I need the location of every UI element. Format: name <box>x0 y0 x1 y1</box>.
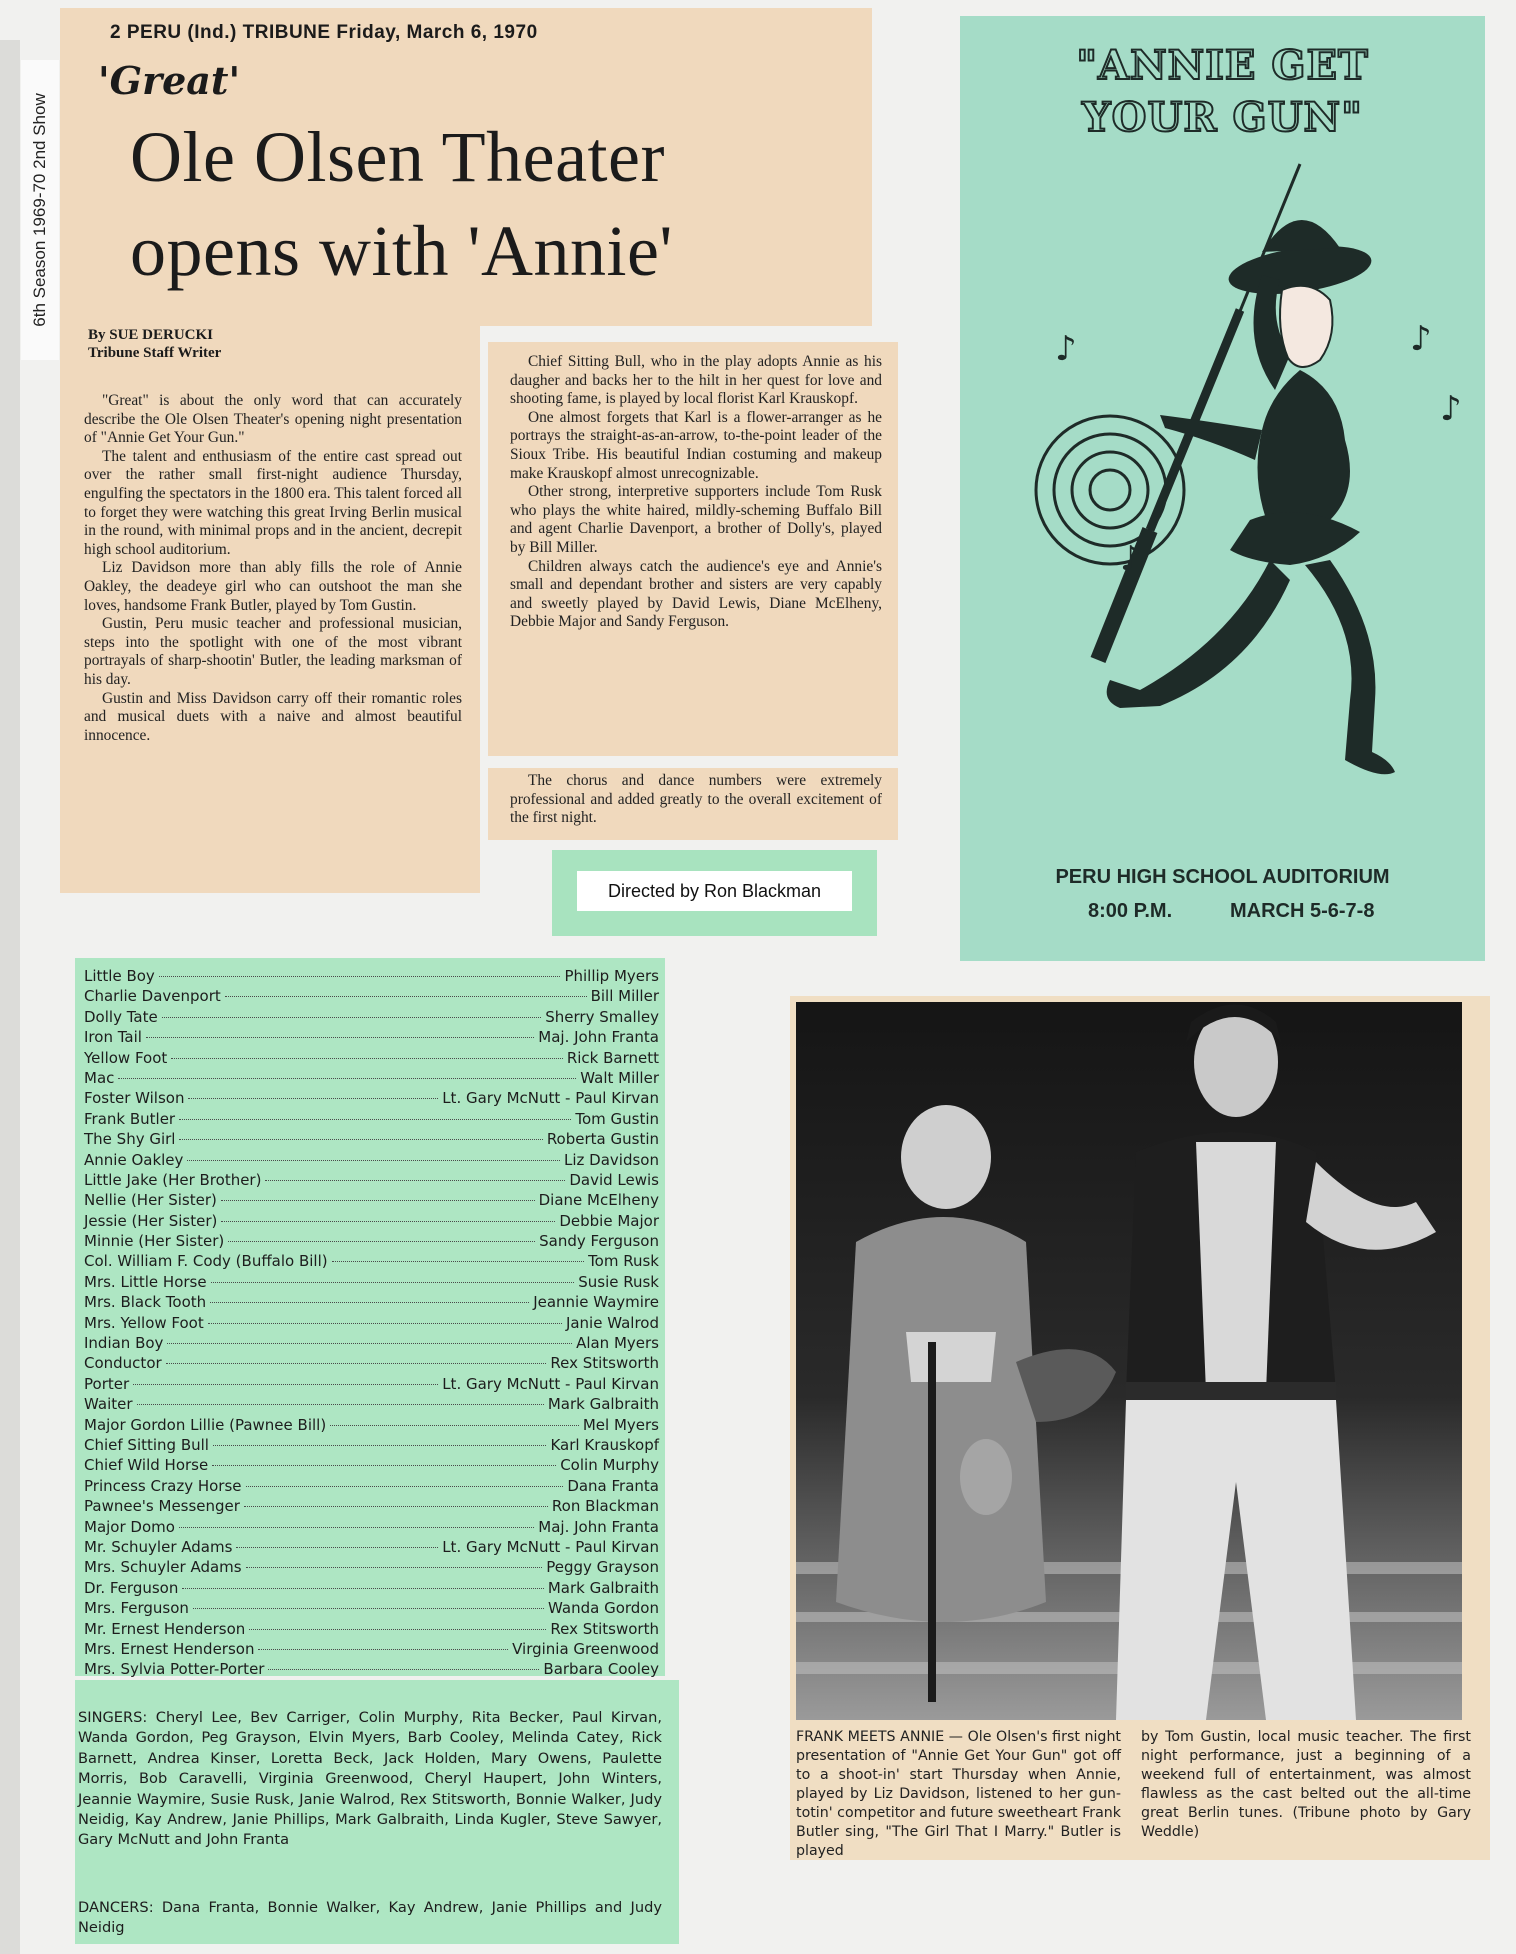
headline <box>130 110 673 298</box>
cast-role: Conductor <box>84 1354 162 1373</box>
cast-row <box>84 1579 659 1599</box>
cast-role: Pawnee's Messenger <box>84 1497 240 1516</box>
cast-row <box>84 1558 659 1578</box>
leader-dots <box>258 1649 508 1650</box>
leader-dots <box>182 1588 543 1589</box>
leader-dots <box>236 1547 438 1548</box>
cast-actor: Rick Barnett <box>566 1048 659 1067</box>
cast-role: Chief Wild Horse <box>84 1456 209 1475</box>
leader-dots <box>332 1261 584 1262</box>
cast-actor: Sherry Smalley <box>545 1007 659 1026</box>
cast-actor: Mel Myers <box>582 1415 659 1434</box>
cast-actor: Debbie Major <box>559 1211 659 1230</box>
cast-actor: Virginia Greenwood <box>512 1639 659 1658</box>
leader-dots <box>211 1282 575 1283</box>
cast-row <box>84 1089 659 1109</box>
cast-row <box>84 1640 659 1660</box>
cast-role: Indian Boy <box>84 1334 164 1353</box>
director-note <box>552 850 877 936</box>
cast-actor: Bill Miller <box>590 987 659 1006</box>
cast-role: Frank Butler <box>84 1109 176 1128</box>
headline-line-2: opens with 'Annie' <box>130 211 673 291</box>
cast-actor: Rex Stitsworth <box>550 1619 659 1638</box>
cast-role: Waiter <box>84 1395 133 1414</box>
leader-dots <box>208 1323 562 1324</box>
cast-role: Little Jake (Her Brother) <box>84 1170 262 1189</box>
cast-role: Iron Tail <box>84 1028 142 1047</box>
leader-dots <box>133 1384 438 1385</box>
cast-actor: Diane McElheny <box>538 1191 659 1210</box>
headline-line-1: Ole Olsen Theater <box>130 117 665 197</box>
cast-actor: David Lewis <box>569 1170 659 1189</box>
paragraph: Children always catch the audience's eye and Annie's small and dependant brother and sisters are very capably and sweetly played by David Lewis, Diane McElheny, Debbie Major and Sandy Ferguson. <box>510 557 882 631</box>
cast-role: Chief Sitting Bull <box>84 1435 209 1454</box>
leader-dots <box>166 1363 547 1364</box>
cast-row <box>84 1008 659 1028</box>
cast-actor: Barbara Cooley <box>543 1660 659 1679</box>
photo-caption-left: FRANK MEETS ANNIE — Ole Olsen's first night presentation of "Annie Get Your Gun" got off to a shoot-in' start Thursday when Annie, played by Liz Davidson, listened to her gun-totin' competitor and future sweetheart Frank Butler sing, "The Girl That I Marry." Butler is played <box>796 1729 1121 1859</box>
cast-role: Yellow Foot <box>84 1048 168 1067</box>
svg-text:♪: ♪ <box>1055 329 1077 369</box>
cast-actor: Mark Galbraith <box>547 1395 659 1414</box>
cast-row <box>84 1416 659 1436</box>
annie-illustration <box>1000 160 1470 860</box>
cast-row <box>84 987 659 1007</box>
singers-list: SINGERS: Cheryl Lee, Bev Carriger, Colin Murphy, Rita Becker, Paul Kirvan, Wanda Gordon, Peg Grayson, Elvin Myers, Barb Cooley, Melinda Catey, Rick Barnett, Andrea Kinser, Loretta Beck, Jack Holden, Mary Owens, Paulette Morris, Bob Caravelli, Virginia Greenwood, Cheryl Haupert, John Winters, Jeannie Waymire, Susie Rusk, Janie Walrod, Rex Stitsworth, Bonnie Walker, Judy Neidig, Kay Andrew, Janie Phillips, Mark Galbraith, Linda Kugler, Steve Sawyer, Gary McNutt and John Franta <box>78 1709 662 1849</box>
photo-caption-right: by Tom Gustin, local music teacher. The first night performance, just a beginning of a weekend full of entertainment, was almost flawless as the cast belted out the all-time great Berlin tunes. (Tribune photo by Gary Weddle) <box>1141 1729 1471 1840</box>
cast-role: Porter <box>84 1374 130 1393</box>
leader-dots <box>221 1200 535 1201</box>
leader-dots <box>212 1465 556 1466</box>
paragraph: Gustin and Miss Davidson carry off their romantic roles and musical duets with a naive and almost beautiful innocence. <box>84 689 462 744</box>
leader-dots <box>146 1037 534 1038</box>
leader-dots <box>159 976 561 977</box>
paragraph: Other strong, interpretive supporters include Tom Rusk who plays the white haired, mildly-scheming Buffalo Bill and agent Charlie Davenport, a brother of Dolly's, played by Bill Miller. <box>510 483 882 556</box>
cast-row <box>84 1477 659 1497</box>
cast-role: Princess Crazy Horse <box>84 1476 242 1495</box>
cast-role: Foster Wilson <box>84 1089 185 1108</box>
cast-role: Dolly Tate <box>84 1007 158 1026</box>
leader-dots <box>162 1017 542 1018</box>
leader-dots <box>179 1139 542 1140</box>
article-column-1 <box>84 392 462 745</box>
cast-row <box>84 1151 659 1171</box>
cast-actor: Tom Rusk <box>588 1252 659 1271</box>
cast-row <box>84 1028 659 1048</box>
cast-row <box>84 1518 659 1538</box>
paragraph: The talent and enthusiasm of the entire cast spread out over the rather small first-night audience Thursday, engulfing the spectators in the 1800 era. This talent forced all to forget they were watching this great Irving Berlin musical in the round, with minimal props and in the ancient, decrepit high school auditorium. <box>84 447 462 558</box>
byline-title: Tribune Staff Writer <box>88 345 222 361</box>
cast-actor: Wanda Gordon <box>548 1599 659 1618</box>
poster-dates: MARCH 5-6-7-8 <box>1230 900 1375 922</box>
cast-row <box>84 1599 659 1619</box>
season-label: 6th Season 1969-70 2nd Show <box>21 60 59 360</box>
cast-role: The Shy Girl <box>84 1130 176 1149</box>
cast-role: Jessie (Her Sister) <box>84 1211 218 1230</box>
cast-row <box>84 1191 659 1211</box>
cast-row <box>84 1069 659 1089</box>
cast-actor: Phillip Myers <box>564 967 659 985</box>
cast-row <box>84 1252 659 1272</box>
dateline: 2 PERU (Ind.) TRIBUNE Friday, March 6, 1970 <box>110 22 538 43</box>
cast-role: Mrs. Little Horse <box>84 1272 207 1291</box>
paragraph: The chorus and dance numbers were extremely professional and added greatly to the overall excitement of the first night. <box>510 772 882 827</box>
paragraph: Gustin, Peru music teacher and professional musician, steps into the spotlight with one of the most vibrant portrayals of sharp-shootin' Butler, the leading marksman of his day. <box>84 615 462 688</box>
leader-dots <box>268 1669 539 1670</box>
cast-row <box>84 1620 659 1640</box>
cast-actor: Sandy Ferguson <box>539 1232 659 1251</box>
leader-dots <box>246 1567 543 1568</box>
cast-list <box>84 967 659 1681</box>
cast-row <box>84 1436 659 1456</box>
cast-role: Mr. Ernest Henderson <box>84 1619 246 1638</box>
poster-venue: PERU HIGH SCHOOL AUDITORIUM <box>1055 866 1390 888</box>
leader-dots <box>193 1608 544 1609</box>
cast-role: Nellie (Her Sister) <box>84 1191 217 1210</box>
paragraph: Chief Sitting Bull, who in the play adopts Annie as his daugher and backs her to the hilt in her quest for love and shooting fame, is played by local florist Karl Krauskopf. <box>510 353 882 408</box>
cast-row <box>84 1395 659 1415</box>
cast-actor: Peggy Grayson <box>546 1558 659 1577</box>
cast-role: Mrs. Ernest Henderson <box>84 1639 255 1658</box>
cast-actor: Maj. John Franta <box>538 1517 659 1536</box>
cast-role: Mrs. Sylvia Potter-Porter <box>84 1660 265 1679</box>
cast-row <box>84 1273 659 1293</box>
cast-actor: Jeannie Waymire <box>533 1293 659 1312</box>
kicker: 'Great' <box>98 58 241 103</box>
article-column-2 <box>510 353 882 632</box>
leader-dots <box>167 1343 572 1344</box>
cast-actor: Walt Miller <box>580 1068 659 1087</box>
svg-text:♪: ♪ <box>1410 319 1432 359</box>
poster-title-line-2: YOUR GUN" <box>1082 94 1363 141</box>
cast-role: Mrs. Ferguson <box>84 1599 189 1618</box>
cast-row <box>84 1212 659 1232</box>
leader-dots <box>225 996 587 997</box>
cast-row <box>84 1354 659 1374</box>
article-column-3 <box>510 772 882 828</box>
poster-title <box>1000 40 1445 144</box>
cast-role: Charlie Davenport <box>84 987 221 1006</box>
leader-dots <box>244 1506 548 1507</box>
cast-role: Mr. Schuyler Adams <box>84 1537 233 1556</box>
cast-actor: Ron Blackman <box>551 1497 659 1516</box>
cast-actor: Rex Stitsworth <box>550 1354 659 1373</box>
leader-dots <box>171 1058 563 1059</box>
byline <box>88 326 221 362</box>
leader-dots <box>188 1098 438 1099</box>
leader-dots <box>330 1425 579 1426</box>
cast-actor: Alan Myers <box>576 1334 659 1353</box>
cast-role: Dr. Ferguson <box>84 1578 179 1597</box>
cast-row <box>84 1538 659 1558</box>
cast-actor: Lt. Gary McNutt - Paul Kirvan <box>442 1374 659 1393</box>
leader-dots <box>265 1180 565 1181</box>
cast-row <box>84 1232 659 1252</box>
leader-dots <box>137 1404 544 1405</box>
cast-row <box>84 1130 659 1150</box>
director-note-label: Directed by Ron Blackman <box>577 871 852 911</box>
cast-role: Col. William F. Cody (Buffalo Bill) <box>84 1252 328 1271</box>
cast-role: Major Gordon Lillie (Pawnee Bill) <box>84 1415 327 1434</box>
cast-row <box>84 1375 659 1395</box>
leader-dots <box>221 1221 555 1222</box>
leader-dots <box>228 1241 535 1242</box>
cast-actor: Liz Davidson <box>564 1150 659 1169</box>
cast-role: Mac <box>84 1068 115 1087</box>
cast-row <box>84 1314 659 1334</box>
cast-row <box>84 1497 659 1517</box>
cast-role: Mrs. Black Tooth <box>84 1293 207 1312</box>
svg-text:♪: ♪ <box>1120 539 1142 579</box>
cast-role: Minnie (Her Sister) <box>84 1232 225 1251</box>
cast-actor: Karl Krauskopf <box>550 1435 659 1454</box>
byline-name: By SUE DERUCKI <box>88 327 214 343</box>
cast-actor: Tom Gustin <box>575 1109 659 1128</box>
cast-actor: Susie Rusk <box>578 1272 659 1291</box>
cast-actor: Janie Walrod <box>565 1313 659 1332</box>
cast-actor: Lt. Gary McNutt - Paul Kirvan <box>442 1537 659 1556</box>
cast-actor: Dana Franta <box>567 1476 659 1495</box>
cast-row <box>84 1660 659 1680</box>
cast-actor: Colin Murphy <box>560 1456 659 1475</box>
cast-role: Annie Oakley <box>84 1150 184 1169</box>
stage-photo <box>796 1002 1462 1720</box>
leader-dots <box>179 1119 571 1120</box>
cast-role: Major Domo <box>84 1517 175 1536</box>
cast-row <box>84 1334 659 1354</box>
leader-dots <box>210 1302 529 1303</box>
svg-text:♪: ♪ <box>1440 389 1462 429</box>
paragraph: One almost forgets that Karl is a flower-arranger as he portrays the straight-as-an-arrow, to-the-point leader of the Sioux Tribe. His beautiful Indian costuming and makeup make Krauskopf almost unrecognizable. <box>510 408 882 482</box>
poster-title-line-1: "ANNIE GET <box>1076 42 1369 89</box>
cast-actor: Roberta Gustin <box>546 1130 659 1149</box>
cast-role: Little Boy <box>84 967 155 985</box>
page-edge <box>0 40 20 1954</box>
cast-row <box>84 1049 659 1069</box>
cast-row <box>84 1293 659 1313</box>
cast-row <box>84 1110 659 1130</box>
poster-time: 8:00 P.M. <box>1088 900 1173 922</box>
leader-dots <box>179 1527 534 1528</box>
cast-row <box>84 1456 659 1476</box>
paragraph: Liz Davidson more than ably fills the role of Annie Oakley, the deadeye girl who can outshoot the man she loves, handsome Frank Butler, played by Tom Gustin. <box>84 559 462 614</box>
leader-dots <box>118 1078 576 1079</box>
leader-dots <box>246 1486 564 1487</box>
cast-role: Mrs. Schuyler Adams <box>84 1558 242 1577</box>
cast-actor: Maj. John Franta <box>538 1028 659 1047</box>
cast-row <box>84 1171 659 1191</box>
paragraph: "Great" is about the only word that can accurately describe the Ole Olsen Theater's opening night presentation of "Annie Get Your Gun." <box>84 392 462 447</box>
cast-role: Mrs. Yellow Foot <box>84 1313 204 1332</box>
leader-dots <box>213 1445 547 1446</box>
cast-actor: Lt. Gary McNutt - Paul Kirvan <box>442 1089 659 1108</box>
leader-dots <box>187 1160 560 1161</box>
cast-actor: Mark Galbraith <box>547 1578 659 1597</box>
leader-dots <box>249 1629 546 1630</box>
dancers-list: DANCERS: Dana Franta, Bonnie Walker, Kay Andrew, Janie Phillips and Judy Neidig <box>78 1899 662 1937</box>
cast-row <box>84 967 659 987</box>
